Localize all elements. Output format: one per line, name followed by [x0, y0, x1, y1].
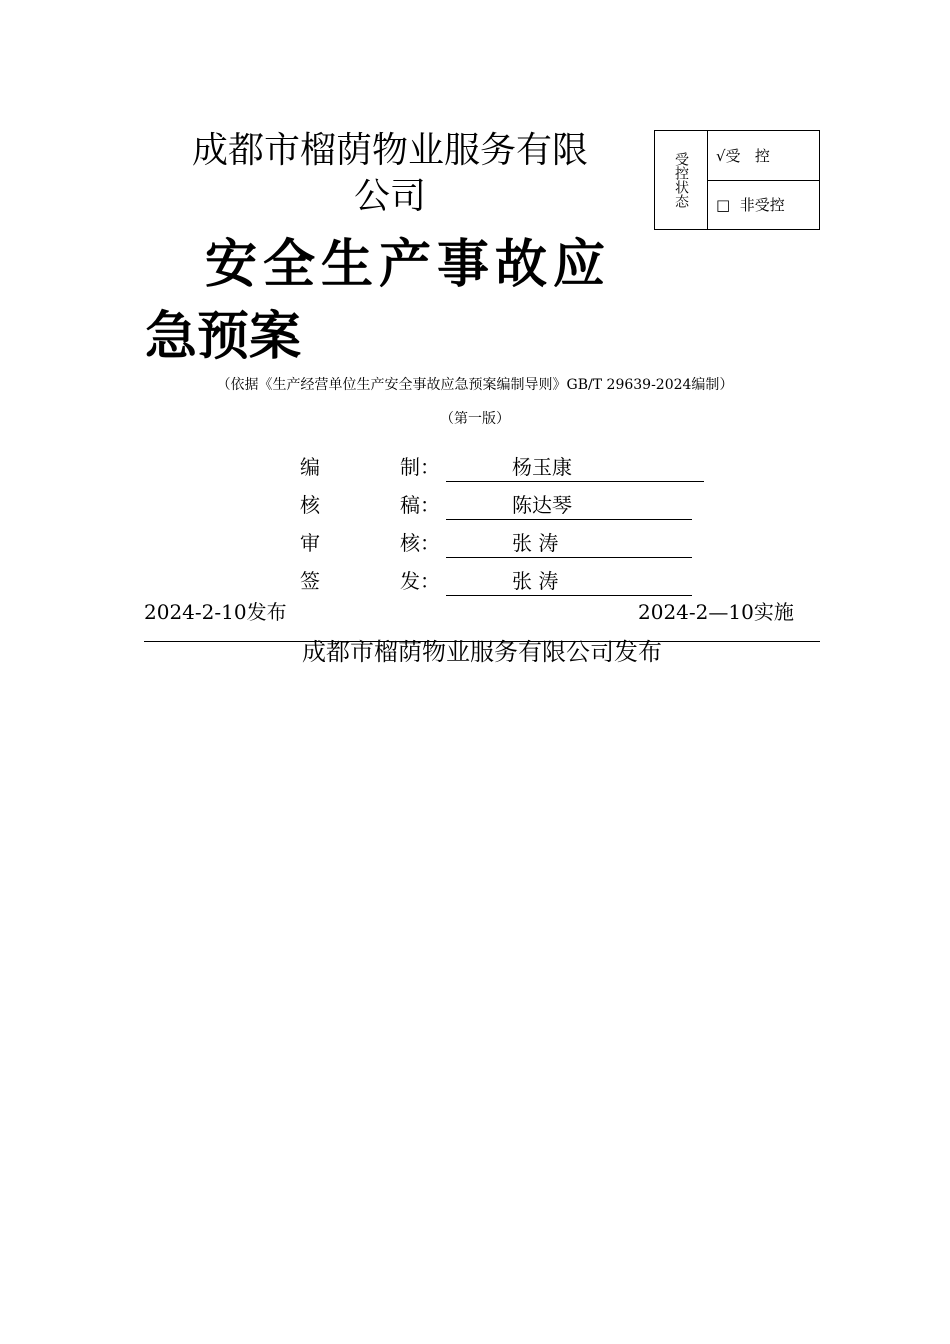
company-name-line-2: 公司 [353, 176, 426, 217]
company-name-heading [150, 128, 630, 220]
compilation-basis-note: （依据《生产经营单位生产安全事故应急预案编制导则》GB/T 29639-2024编制） [216, 377, 734, 393]
signoff-row-compiler [300, 446, 720, 482]
signoff-name: 张 涛 [446, 566, 692, 596]
signoff-label: 签 [300, 569, 320, 593]
status-uncontrolled: □ 非受控 [708, 180, 819, 230]
effective-date: 2024-2—10实施 [638, 600, 794, 624]
document-title-line-1: 安全生产事故应 [205, 235, 612, 295]
signoff-row-auditor [300, 522, 720, 558]
publisher-line: 成都市榴荫物业服务有限公司发布 [302, 638, 662, 666]
signoff-name: 张 涛 [446, 528, 692, 558]
signoff-label-suffix: 核： [400, 531, 440, 555]
signoff-name: 杨玉康 [446, 452, 704, 482]
control-status-label-cell [655, 131, 708, 229]
edition-label: （第一版） [440, 411, 510, 427]
signoff-label-suffix: 稿： [400, 493, 440, 517]
publish-date: 2024-2-10发布 [144, 600, 287, 624]
control-status-label: 受控状态 [673, 152, 689, 208]
status-controlled: √受 控 [716, 146, 770, 165]
signoff-row-reviewer [300, 484, 720, 520]
signoff-label: 审 [300, 531, 320, 555]
signoff-label-suffix: 制： [400, 455, 440, 479]
document-title-line-2: 急预案 [145, 307, 302, 367]
signoff-label-suffix: 发： [400, 569, 440, 593]
signoff-row-issuer [300, 560, 720, 596]
signoff-label: 核 [300, 493, 320, 517]
control-status-options [708, 131, 819, 229]
signoff-name: 陈达琴 [446, 490, 692, 520]
control-status-box [654, 130, 820, 230]
signoff-label: 编 [300, 455, 320, 479]
company-name-line-1: 成都市榴荫物业服务有限 [191, 130, 588, 171]
